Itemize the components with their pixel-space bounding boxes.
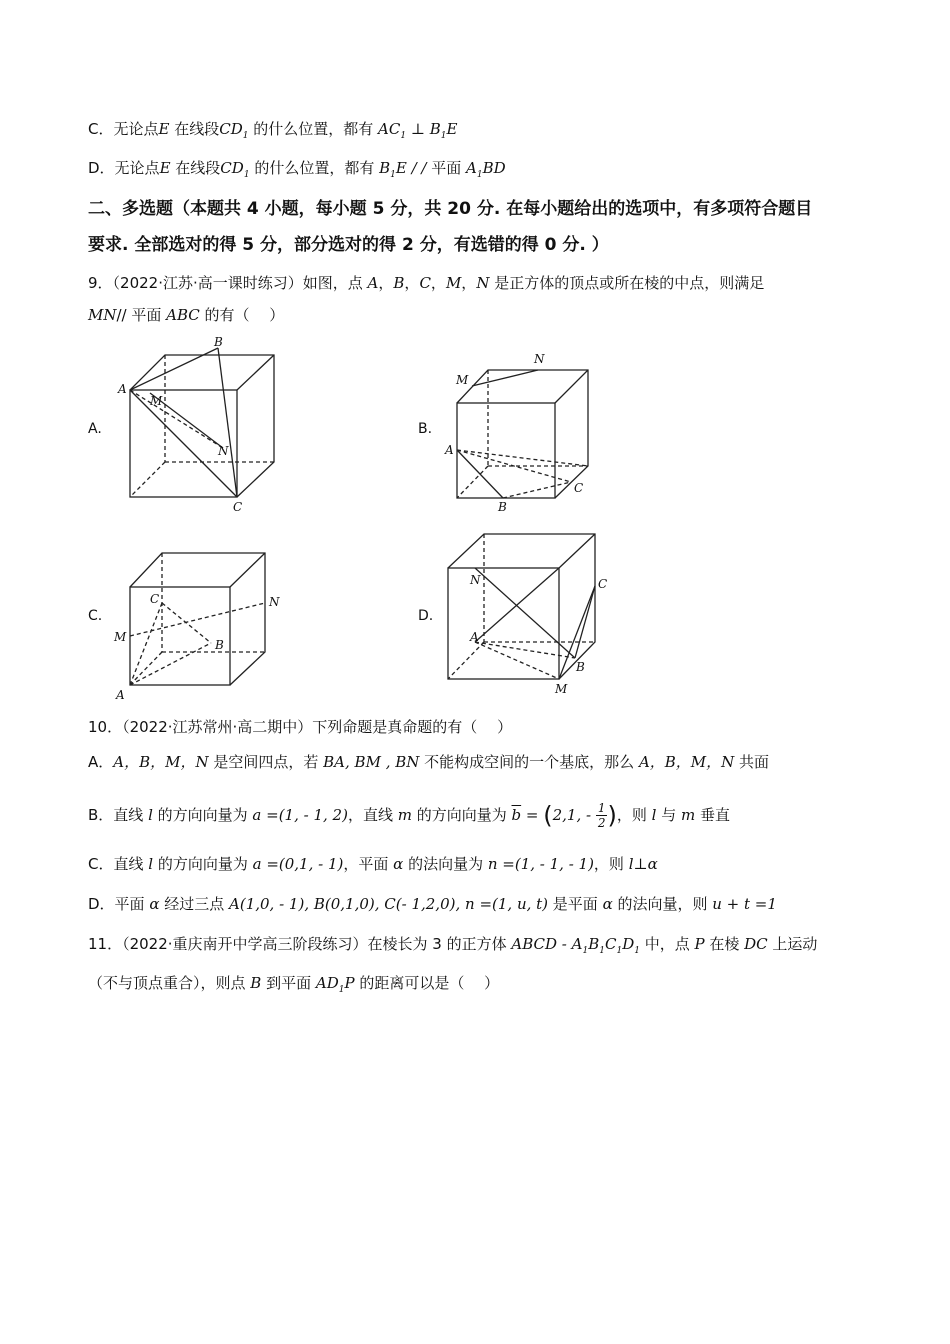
fig-b-label-n: N <box>534 352 545 366</box>
fig-a-label-n: N <box>218 444 229 458</box>
fig-a-label-c: C <box>233 500 243 514</box>
q10-option-a: A．A，B，M，N 是空间四点，若 BA, BM , BN 不能构成空间的一个基底，那么 A，B，M，N 共面 <box>88 753 770 771</box>
q8-option-c: C．无论点E 在线段$CD_1$ 的什么位置，都有 $AC_1$ ⊥ $B_1E$ <box>88 120 458 141</box>
fig-a-label-m: M <box>150 394 163 408</box>
fig-c-label-a: A <box>116 688 125 702</box>
fig-d-label-m: M <box>555 682 568 696</box>
fig-c-label-n: N <box>269 595 280 609</box>
section-heading-line1: 二、多选题（本题共 4 小题，每小题 5 分，共 20 分. 在每小题给出的选项中，有多项符合题目 <box>88 199 813 219</box>
fig-d-label-b: B <box>576 660 585 674</box>
q9-stem-line1: 9．（2022·江苏·高一课时练习）如图，点 A，B，C，M，N 是正方体的顶点或所在棱的中点，则满足 <box>88 274 765 292</box>
q10-option-c: C．直线 l 的方向向量为 a =(0,1, - 1)，平面 α 的法向量为 n =(1, - 1, - 1)，则 l⊥α <box>88 855 658 873</box>
q11-stem-line2: （不与顶点重合），则点 B 到平面 $AD_1P$ 的距离可以是（ ） <box>88 974 500 995</box>
q8-option-d: D．无论点E 在线段$CD_1$ 的什么位置，都有 $B_1E$ / / 平面 $A_1BD$ <box>88 159 506 180</box>
q9-option-d-label: D. <box>418 608 434 624</box>
fig-c-label-b: B <box>215 638 224 652</box>
fig-a-label-a: A <box>118 382 127 396</box>
q9-figure-b <box>440 348 610 518</box>
fig-c-label-m: M <box>114 630 127 644</box>
fig-d-label-a: A <box>470 630 479 644</box>
q9-figure-c <box>108 545 288 705</box>
fig-b-label-c: C <box>574 481 584 495</box>
q9-figure-d <box>435 530 620 700</box>
q9-figure-a <box>110 330 290 520</box>
fig-b-label-b: B <box>498 500 507 514</box>
q9-stem-line2: MN// 平面 ABC 的有（ ） <box>88 306 285 324</box>
fig-d-label-c: C <box>598 577 608 591</box>
fig-a-label-b: B <box>214 335 223 349</box>
fig-b-label-a: A <box>445 443 454 457</box>
fig-b-label-m: M <box>456 373 469 387</box>
q9-option-a-label: A. <box>88 421 102 437</box>
fig-d-label-n: N <box>470 573 481 587</box>
q9-option-b-label: B. <box>418 421 433 437</box>
q9-option-c-label: C. <box>88 608 103 624</box>
q11-stem-line1: 11．（2022·重庆南开中学高三阶段练习）在棱长为 3 的正方体 ABCD - $A_1B_1C_1D_1$ 中，点 P 在棱 DC 上运动 <box>88 935 818 956</box>
q10-option-b: B．直线 l 的方向向量为 a =(1, - 1, 2)，直线 m 的方向向量为 $\overline{b} = (2,1$, - $\frac{1}{2}$ )，则 l 与 m 垂直 <box>88 801 731 830</box>
q10-option-d: D．平面 α 经过三点 A(1,0, - 1), B(0,1,0), C(- 1,2,0), n =(1, u, t) 是平面 α 的法向量，则 u + t =1 <box>88 895 777 913</box>
q10-stem: 10．（2022·江苏常州·高二期中）下列命题是真命题的有（ ） <box>88 718 513 736</box>
fig-c-label-c: C <box>150 592 160 606</box>
section-heading-line2: 要求. 全部选对的得 5 分，部分选对的得 2 分，有选错的得 0 分. ） <box>88 235 609 255</box>
